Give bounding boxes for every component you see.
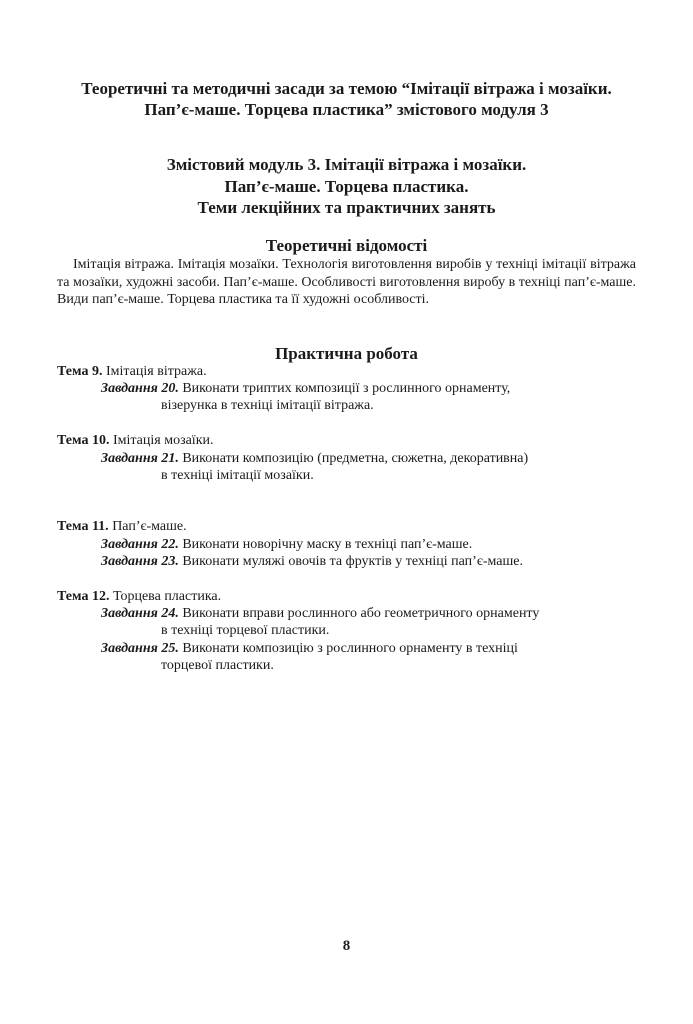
task-text: Виконати композицію з рослинного орнаменту в техніці xyxy=(178,641,518,656)
topic-text: Імітація вітража. xyxy=(102,364,207,379)
topic-9 xyxy=(57,363,207,380)
task-25 xyxy=(101,640,518,657)
title-line: Теоретичні та методичні засади за темою “Імітації вітража і мозаїки. xyxy=(81,79,612,98)
task-label: Завдання 21. xyxy=(101,451,179,466)
task-label: Завдання 23. xyxy=(101,554,179,569)
topic-label: Тема 11. xyxy=(57,519,109,534)
theory-paragraph: Імітація вітража. Імітація мозаїки. Технологія виготовлення виробів у техніці імітації вітража та мозаїки, художні засоби. Пап’є-маше. Особливості виготовлення виробу в техніці пап’є-маше. Види пап’є-маше. Торцева пластика та її художні особливості. xyxy=(57,257,636,307)
topic-text: Пап’є-маше. xyxy=(108,519,187,534)
topic-10 xyxy=(57,432,214,449)
module-line: Пап’є-маше. Торцева пластика. xyxy=(224,176,469,196)
module-heading xyxy=(40,154,653,219)
task-text: Виконати новорічну маску в техніці пап’є-маше. xyxy=(178,537,473,552)
module-line: Змістовий модуль 3. Імітації вітража і мозаїки. xyxy=(166,155,527,174)
task-20-continuation: візерунка в техніці імітації вітража. xyxy=(161,398,374,413)
task-24-continuation: в техніці торцевої пластики. xyxy=(161,623,330,638)
task-label: Завдання 24. xyxy=(101,606,179,621)
topic-label: Тема 12. xyxy=(57,589,110,604)
task-25-continuation: торцевої пластики. xyxy=(161,658,274,673)
topic-label: Тема 10. xyxy=(57,433,110,448)
task-23 xyxy=(101,553,523,570)
practice-heading: Практична робота xyxy=(275,344,418,363)
topic-11 xyxy=(57,518,187,535)
task-text: Виконати вправи рослинного або геометричного орнаменту xyxy=(178,606,540,621)
task-21-continuation: в техніці імітації мозаїки. xyxy=(161,468,314,483)
document-title xyxy=(40,78,653,120)
topic-12 xyxy=(57,588,221,605)
task-20 xyxy=(101,380,510,397)
page-number: 8 xyxy=(342,938,351,954)
task-label: Завдання 20. xyxy=(101,381,179,396)
topic-text: Імітація мозаїки. xyxy=(109,433,214,448)
task-text: Виконати триптих композиції з рослинного орнаменту, xyxy=(178,381,511,396)
task-21 xyxy=(101,450,528,467)
task-text: Виконати композицію (предметна, сюжетна, декоративна) xyxy=(178,451,529,466)
theory-heading: Теоретичні відомості xyxy=(265,236,428,255)
task-24 xyxy=(101,605,539,622)
task-22 xyxy=(101,536,472,553)
task-text: Виконати муляжі овочів та фруктів у техніці пап’є-маше. xyxy=(178,554,523,569)
module-line: Теми лекційних та практичних занять xyxy=(197,198,496,217)
topic-text: Торцева пластика. xyxy=(109,589,222,604)
topic-label: Тема 9. xyxy=(57,364,103,379)
task-label: Завдання 25. xyxy=(101,641,179,656)
task-label: Завдання 22. xyxy=(101,537,179,552)
title-line: Пап’є-маше. Торцева пластика” змістового модуля 3 xyxy=(144,100,549,119)
